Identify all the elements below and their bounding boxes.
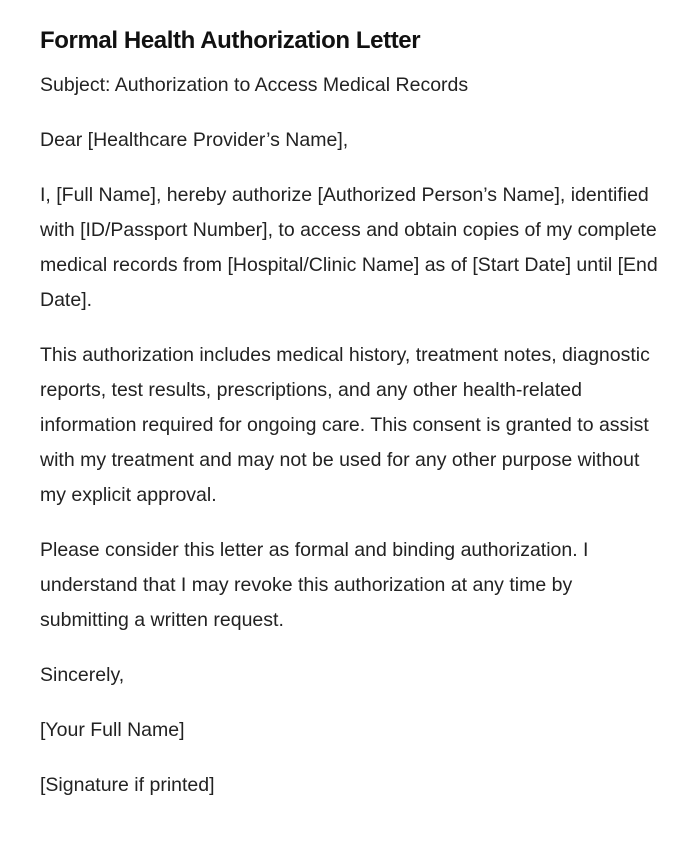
letter-paragraph-revocation: Please consider this letter as formal and binding authorization. I understand that I may revoke this authorization at any time by submitting a written request.	[40, 539, 589, 631]
letter-salutation: Dear [Healthcare Provider’s Name],	[40, 129, 349, 151]
letter-name-placeholder: [Your Full Name]	[40, 719, 185, 741]
letter-signature-placeholder: [Signature if printed]	[40, 774, 215, 796]
letter-title: Formal Health Authorization Letter	[40, 27, 421, 54]
letter-paragraph-authorization: I, [Full Name], hereby authorize [Authorized Person’s Name], identified with [ID/Passport Number], to access and obtain copies of my complete medical records from [Hospital/Clinic Name] as of [Start Date] until [End Date].	[40, 184, 658, 311]
letter-closing: Sincerely,	[40, 664, 125, 686]
letter-paragraph-scope: This authorization includes medical history, treatment notes, diagnostic reports, test results, prescriptions, and any other health-related information required for ongoing care. This consent is granted to assist with my treatment and may not be used for any other purpose without my explicit approval.	[40, 344, 650, 506]
letter-subject: Subject: Authorization to Access Medical Records	[40, 74, 469, 96]
